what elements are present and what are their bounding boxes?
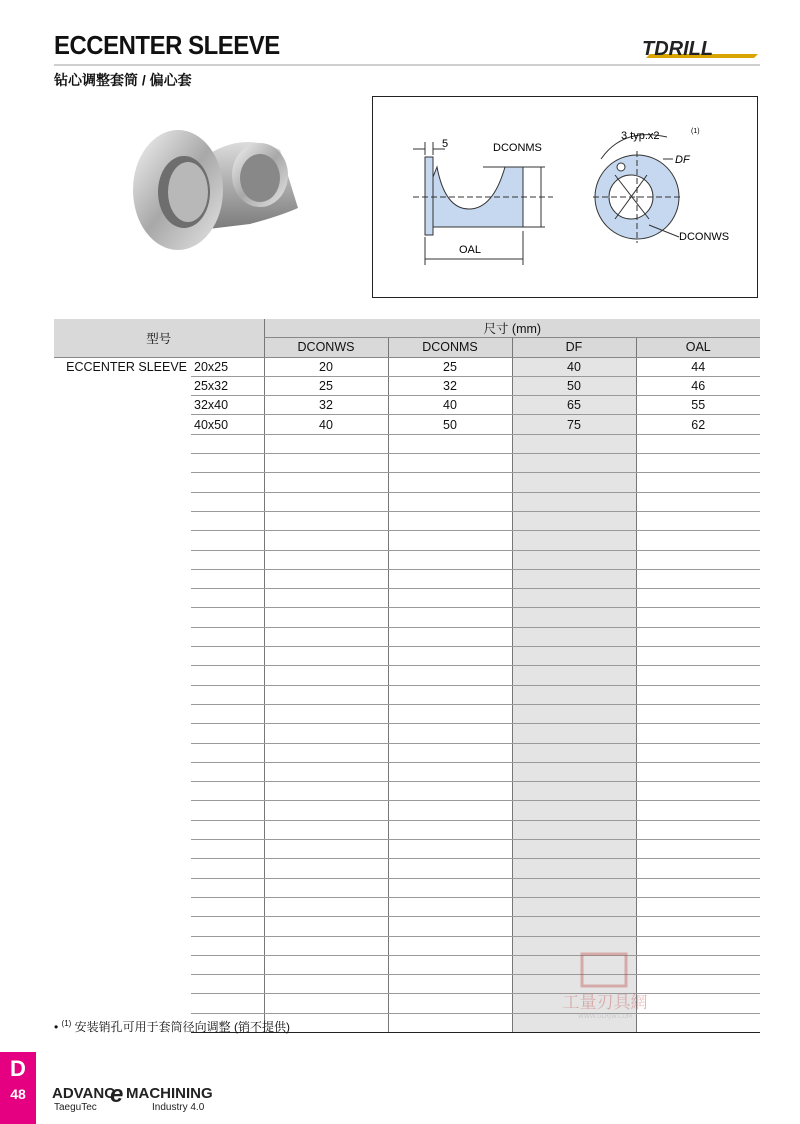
empty-cell <box>388 801 512 820</box>
empty-cell <box>388 820 512 839</box>
page-title: ECCENTER SLEEVE <box>54 30 280 60</box>
empty-cell <box>264 917 388 936</box>
value-cell: 20 <box>264 357 388 376</box>
empty-cell <box>512 917 636 936</box>
empty-cell <box>388 589 512 608</box>
empty-cell <box>191 454 264 473</box>
empty-cell <box>512 666 636 685</box>
size-cell: 25x32 <box>191 376 264 395</box>
value-cell: 75 <box>512 415 636 434</box>
empty-cell <box>636 647 760 666</box>
empty-cell <box>191 859 264 878</box>
empty-cell <box>264 820 388 839</box>
value-cell: 40 <box>264 415 388 434</box>
empty-cell <box>54 454 191 473</box>
empty-table-row <box>54 550 760 569</box>
empty-cell <box>388 647 512 666</box>
dim-dconws-label: DCONWS <box>679 231 730 243</box>
empty-cell <box>191 820 264 839</box>
empty-cell <box>191 704 264 723</box>
empty-cell <box>636 762 760 781</box>
empty-cell <box>264 801 388 820</box>
brand-name-e: e <box>110 1081 124 1108</box>
empty-cell <box>512 743 636 762</box>
value-cell: 55 <box>636 396 760 415</box>
empty-cell <box>512 897 636 916</box>
empty-cell <box>264 762 388 781</box>
empty-table-row <box>54 917 760 936</box>
empty-table-row <box>54 782 760 801</box>
empty-cell <box>54 840 191 859</box>
empty-cell <box>388 975 512 994</box>
footnote <box>54 1018 290 1035</box>
value-cell: 25 <box>388 357 512 376</box>
empty-cell <box>636 724 760 743</box>
empty-cell <box>388 1013 512 1032</box>
footnote-text: 安装销孔可用于套筒径向调整 (销不提供) <box>74 1020 290 1034</box>
empty-table-row <box>54 454 760 473</box>
value-cell: 40 <box>512 357 636 376</box>
empty-table-row <box>54 608 760 627</box>
empty-cell <box>54 434 191 453</box>
empty-cell <box>388 724 512 743</box>
value-cell: 62 <box>636 415 760 434</box>
empty-cell <box>388 878 512 897</box>
empty-cell <box>54 936 191 955</box>
empty-cell <box>191 492 264 511</box>
empty-cell <box>191 975 264 994</box>
empty-cell <box>264 492 388 511</box>
empty-cell <box>388 955 512 974</box>
empty-table-row <box>54 492 760 511</box>
empty-cell <box>512 589 636 608</box>
empty-cell <box>636 685 760 704</box>
empty-cell <box>512 762 636 781</box>
empty-cell <box>264 454 388 473</box>
product-photo <box>130 120 300 260</box>
empty-table-row <box>54 743 760 762</box>
empty-table-row <box>54 840 760 859</box>
dim-df-label: DF <box>675 154 690 166</box>
advance-machining-logo <box>52 1080 222 1114</box>
empty-table-row <box>54 666 760 685</box>
empty-cell <box>388 917 512 936</box>
empty-cell <box>191 917 264 936</box>
empty-cell <box>54 975 191 994</box>
empty-cell <box>636 917 760 936</box>
empty-cell <box>264 743 388 762</box>
empty-cell <box>512 801 636 820</box>
empty-cell <box>54 589 191 608</box>
empty-cell <box>264 782 388 801</box>
empty-cell <box>191 743 264 762</box>
product-name: ECCENTER SLEEVE <box>66 359 187 374</box>
empty-table-row <box>54 434 760 453</box>
empty-cell <box>191 685 264 704</box>
empty-cell <box>636 878 760 897</box>
empty-cell <box>512 569 636 588</box>
empty-cell <box>54 608 191 627</box>
empty-cell <box>388 550 512 569</box>
empty-cell <box>191 936 264 955</box>
empty-cell <box>636 511 760 530</box>
empty-table-row <box>54 589 760 608</box>
value-cell: 32 <box>388 376 512 395</box>
empty-cell <box>388 762 512 781</box>
empty-cell <box>54 569 191 588</box>
empty-cell <box>636 704 760 723</box>
value-cell: 46 <box>636 376 760 395</box>
empty-cell <box>54 511 191 530</box>
empty-cell <box>264 647 388 666</box>
empty-table-row <box>54 724 760 743</box>
bullet: • <box>54 1020 59 1034</box>
brand-tagline: Industry 4.0 <box>152 1102 205 1113</box>
empty-cell <box>54 743 191 762</box>
empty-table-row <box>54 569 760 588</box>
empty-cell <box>512 492 636 511</box>
empty-cell <box>54 762 191 781</box>
blank-name-cell <box>54 376 191 395</box>
empty-cell <box>512 840 636 859</box>
empty-table-row <box>54 531 760 550</box>
empty-cell <box>191 511 264 530</box>
empty-cell <box>264 724 388 743</box>
size-cell: 40x50 <box>191 415 264 434</box>
blank-name-cell <box>54 396 191 415</box>
empty-cell <box>388 608 512 627</box>
empty-cell <box>636 589 760 608</box>
title-rule <box>54 64 760 66</box>
empty-cell <box>388 666 512 685</box>
col-header-dconms: DCONMS <box>388 338 512 357</box>
empty-cell <box>191 724 264 743</box>
empty-cell <box>388 511 512 530</box>
empty-cell <box>636 666 760 685</box>
tdrill-logo <box>640 36 760 60</box>
empty-cell <box>54 994 191 1013</box>
empty-cell <box>388 627 512 646</box>
empty-cell <box>512 820 636 839</box>
empty-cell <box>191 994 264 1013</box>
empty-cell <box>636 820 760 839</box>
empty-cell <box>388 685 512 704</box>
empty-cell <box>264 704 388 723</box>
empty-cell <box>388 897 512 916</box>
empty-cell <box>264 685 388 704</box>
empty-cell <box>264 550 388 569</box>
empty-cell <box>636 801 760 820</box>
col-header-oal: OAL <box>636 338 760 357</box>
value-cell: 44 <box>636 357 760 376</box>
empty-cell <box>388 454 512 473</box>
dim-5-label: 5 <box>442 138 449 150</box>
col-header-df: DF <box>512 338 636 357</box>
empty-cell <box>636 492 760 511</box>
table-row <box>54 415 760 434</box>
footnote-marker: (1) <box>61 1019 72 1028</box>
empty-cell <box>264 994 388 1013</box>
empty-cell <box>512 878 636 897</box>
empty-cell <box>512 782 636 801</box>
empty-table-row <box>54 473 760 492</box>
section-letter: D <box>10 1056 26 1081</box>
col-header-dconws: DCONWS <box>264 338 388 357</box>
empty-cell <box>264 859 388 878</box>
empty-cell <box>191 647 264 666</box>
empty-cell <box>191 473 264 492</box>
dim-typ-label: 3 typ.x2 <box>621 130 660 142</box>
empty-cell <box>191 762 264 781</box>
empty-table-row <box>54 627 760 646</box>
size-cell: 20x25 <box>191 357 264 376</box>
empty-cell <box>191 569 264 588</box>
empty-cell <box>636 782 760 801</box>
empty-cell <box>191 589 264 608</box>
empty-cell <box>636 897 760 916</box>
section-tab <box>0 1052 36 1124</box>
table-row <box>54 376 760 395</box>
empty-cell <box>54 531 191 550</box>
page-subtitle: 钻心调整套筒 / 偏心套 <box>54 72 192 88</box>
empty-cell <box>512 647 636 666</box>
dims-header: 尺寸 (mm) <box>264 319 760 338</box>
empty-cell <box>388 569 512 588</box>
brand-name-right: MACHINING <box>126 1085 213 1102</box>
empty-cell <box>264 975 388 994</box>
empty-cell <box>264 473 388 492</box>
empty-cell <box>54 955 191 974</box>
empty-cell <box>54 647 191 666</box>
empty-cell <box>54 820 191 839</box>
empty-cell <box>54 859 191 878</box>
empty-cell <box>636 859 760 878</box>
empty-table-row <box>54 801 760 820</box>
model-header: 型号 <box>54 319 264 357</box>
empty-cell <box>54 492 191 511</box>
empty-cell <box>264 608 388 627</box>
table-row <box>54 357 760 376</box>
watermark-cn: 工量刃具網 <box>562 993 648 1013</box>
empty-cell <box>388 994 512 1013</box>
empty-cell <box>54 801 191 820</box>
empty-cell <box>264 569 388 588</box>
value-cell: 40 <box>388 396 512 415</box>
empty-cell <box>388 782 512 801</box>
logo-text: TDRILL <box>642 38 714 60</box>
empty-cell <box>512 434 636 453</box>
value-cell: 32 <box>264 396 388 415</box>
empty-cell <box>388 840 512 859</box>
empty-cell <box>191 955 264 974</box>
size-cell: 32x40 <box>191 396 264 415</box>
empty-cell <box>191 782 264 801</box>
empty-cell <box>264 897 388 916</box>
watermark <box>530 950 680 1020</box>
empty-cell <box>264 936 388 955</box>
empty-cell <box>264 589 388 608</box>
empty-cell <box>512 608 636 627</box>
empty-cell <box>512 531 636 550</box>
dim-dconms-label: DCONMS <box>493 142 542 154</box>
empty-cell <box>264 627 388 646</box>
empty-cell <box>388 473 512 492</box>
empty-table-row <box>54 859 760 878</box>
dim-oal-label: OAL <box>459 244 482 256</box>
empty-cell <box>191 897 264 916</box>
empty-cell <box>191 627 264 646</box>
empty-cell <box>54 724 191 743</box>
empty-cell <box>388 531 512 550</box>
empty-cell <box>636 434 760 453</box>
empty-cell <box>264 434 388 453</box>
empty-cell <box>388 704 512 723</box>
empty-table-row <box>54 685 760 704</box>
empty-cell <box>191 434 264 453</box>
empty-cell <box>388 492 512 511</box>
empty-cell <box>54 704 191 723</box>
empty-cell <box>264 840 388 859</box>
empty-cell <box>264 955 388 974</box>
empty-cell <box>54 666 191 685</box>
empty-cell <box>512 627 636 646</box>
table-row <box>54 396 760 415</box>
empty-cell <box>636 743 760 762</box>
empty-cell <box>54 473 191 492</box>
spec-table <box>54 319 760 1033</box>
watermark-url: WWW.GLRJW.COM <box>577 1013 633 1020</box>
empty-cell <box>264 666 388 685</box>
empty-cell <box>636 840 760 859</box>
empty-table-row <box>54 762 760 781</box>
brand-company: TaeguTec <box>54 1102 97 1113</box>
brand-name-left: ADVANC <box>52 1085 116 1102</box>
dim-typ-note: (1) <box>691 128 700 135</box>
empty-cell <box>191 608 264 627</box>
empty-cell <box>54 685 191 704</box>
value-cell: 25 <box>264 376 388 395</box>
empty-cell <box>54 550 191 569</box>
empty-cell <box>388 936 512 955</box>
empty-cell <box>512 724 636 743</box>
empty-cell <box>512 685 636 704</box>
empty-cell <box>636 569 760 588</box>
empty-cell <box>191 840 264 859</box>
blank-name-cell <box>54 415 191 434</box>
empty-cell <box>191 878 264 897</box>
empty-table-row <box>54 511 760 530</box>
empty-cell <box>264 511 388 530</box>
value-cell: 65 <box>512 396 636 415</box>
empty-cell <box>191 801 264 820</box>
empty-cell <box>636 550 760 569</box>
empty-cell <box>512 550 636 569</box>
page-number: 48 <box>10 1086 26 1102</box>
empty-cell <box>636 473 760 492</box>
value-cell: 50 <box>388 415 512 434</box>
empty-table-row <box>54 704 760 723</box>
empty-cell <box>512 704 636 723</box>
empty-cell <box>54 917 191 936</box>
value-cell: 50 <box>512 376 636 395</box>
empty-table-row <box>54 647 760 666</box>
empty-cell <box>54 878 191 897</box>
empty-table-row <box>54 820 760 839</box>
empty-cell <box>388 859 512 878</box>
empty-cell <box>636 531 760 550</box>
empty-cell <box>264 531 388 550</box>
empty-cell <box>388 743 512 762</box>
empty-cell <box>54 782 191 801</box>
empty-cell <box>191 666 264 685</box>
empty-cell <box>512 511 636 530</box>
empty-cell <box>264 878 388 897</box>
empty-cell <box>512 473 636 492</box>
empty-cell <box>512 454 636 473</box>
empty-cell <box>54 627 191 646</box>
empty-cell <box>636 454 760 473</box>
empty-cell <box>191 550 264 569</box>
empty-cell <box>636 627 760 646</box>
empty-table-row <box>54 897 760 916</box>
technical-drawing <box>372 96 758 298</box>
empty-cell <box>512 859 636 878</box>
empty-cell <box>388 434 512 453</box>
empty-cell <box>191 531 264 550</box>
empty-table-row <box>54 878 760 897</box>
empty-cell <box>54 897 191 916</box>
empty-cell <box>636 608 760 627</box>
